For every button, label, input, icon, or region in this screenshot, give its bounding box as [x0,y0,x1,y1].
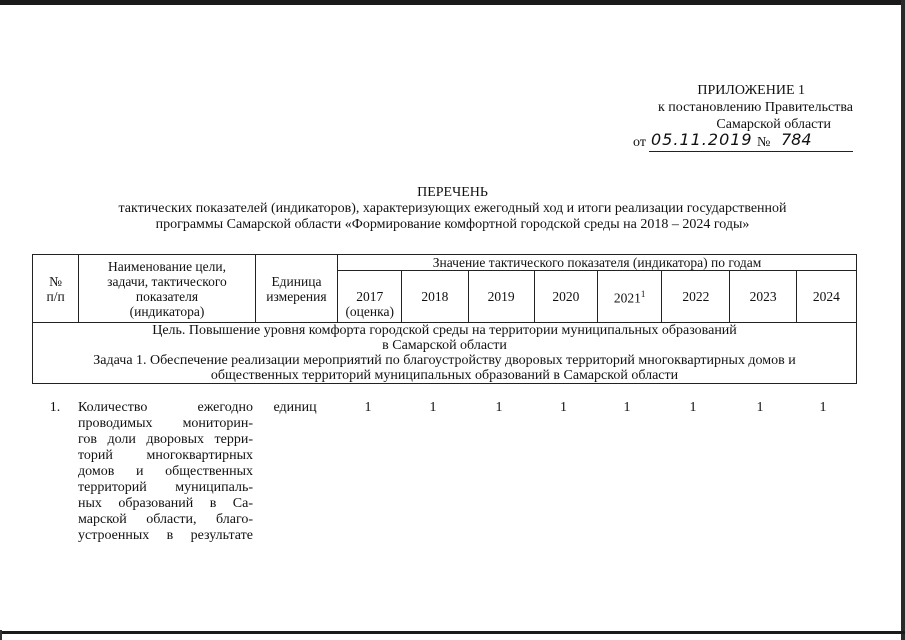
row-value-2021: 1 [623,400,631,415]
appendix-line2: Самарской области [716,117,831,132]
decree-number-sign: № [757,135,771,150]
decree-underline [649,151,853,152]
task-line2: общественных территорий муниципальных образований в Самарской области [210,368,679,383]
header-unit [255,255,337,323]
indicators-table [32,254,857,384]
decree-number: 784 [781,130,812,149]
header-year-2021 [598,271,662,323]
row-name-line: торий многоквартирных [78,448,253,463]
goal-line1: Цель. Повышение уровня комфорта городской среды на территории муниципальных образований [152,323,737,338]
header-values: Значение тактического показателя (индикатора) по годам [338,255,857,271]
scan-edge-bottom [0,631,905,634]
header-name [79,255,256,323]
scan-edge-top [0,0,905,5]
header-number [33,255,79,323]
header-year-2022: 2022 [662,271,730,323]
row-value-2023: 1 [756,400,764,415]
heading-title: ПЕРЕЧЕНЬ [417,185,488,200]
row-value-2019: 1 [495,400,503,415]
row-indicator-name [78,400,253,544]
row-name-line: проводимых мониторин- [78,416,253,431]
header-number-line2: п/п [46,288,65,304]
goal-row [33,323,857,384]
row-value-2024: 1 [819,400,827,415]
year-2017-label: 2017 [356,288,384,304]
year-2021-footnote: 1 [640,289,646,300]
row-unit: единиц [273,400,317,415]
row-value-2022: 1 [689,400,697,415]
appendix-line1: к постановлению Правительства [657,100,853,115]
appendix-block [593,82,853,150]
document-heading [40,185,865,233]
header-year-2019: 2019 [468,271,534,323]
task-line1: Задача 1. Обеспечение реализации мероприятий по благоустройству дворовых территорий многоквартирных домов и [93,353,796,368]
header-name-line: (индикатора) [129,303,205,319]
row-value-2017: 1 [364,400,372,415]
row-name-line: гов доли дворовых терри- [78,432,253,447]
row-name-line: домов и общественных [78,464,253,479]
appendix-title: ПРИЛОЖЕНИЕ 1 [697,83,805,98]
row-number: 1. [49,400,61,415]
decree-line [633,130,853,152]
row-value-2018: 1 [429,400,437,415]
row-name-line: марской области, благо- [78,512,253,527]
header-year-2017 [338,271,402,323]
row-name-line: устроенных в результате [78,528,253,543]
header-unit-line: Единица [271,273,322,289]
decree-date: 05.11.2019 [651,130,753,149]
header-year-2018: 2018 [402,271,468,323]
header-name-line: показателя [135,288,199,304]
header-unit-line: измерения [266,288,327,304]
header-year-2024: 2024 [796,271,856,323]
header-year-2023: 2023 [730,271,796,323]
year-2017-note: (оценка) [345,303,394,319]
header-number-line1: № [49,273,63,289]
row-name-line: ных образований в Са- [78,496,253,511]
decree-from-label: от [633,135,646,150]
scan-edge-left [0,630,2,640]
year-2021-label: 2021 [613,290,641,306]
heading-line1: тактических показателей (индикаторов), характеризующих ежегодный ход и итоги реализации государственной [118,201,787,216]
header-name-line: задачи, тактического [107,273,227,289]
scan-edge-right [901,0,905,640]
goal-line2: в Самарской области [382,338,507,353]
row-name-line: территорий муниципаль- [78,480,253,495]
header-name-line: Наименование цели, [107,258,226,274]
row-value-2020: 1 [560,400,567,415]
header-year-2020: 2020 [534,271,597,323]
row-name-line: Количество ежегодно [78,400,253,415]
heading-line2: программы Самарской области «Формирование комфортной городской среды на 2018 – 2024 годы» [155,217,750,232]
